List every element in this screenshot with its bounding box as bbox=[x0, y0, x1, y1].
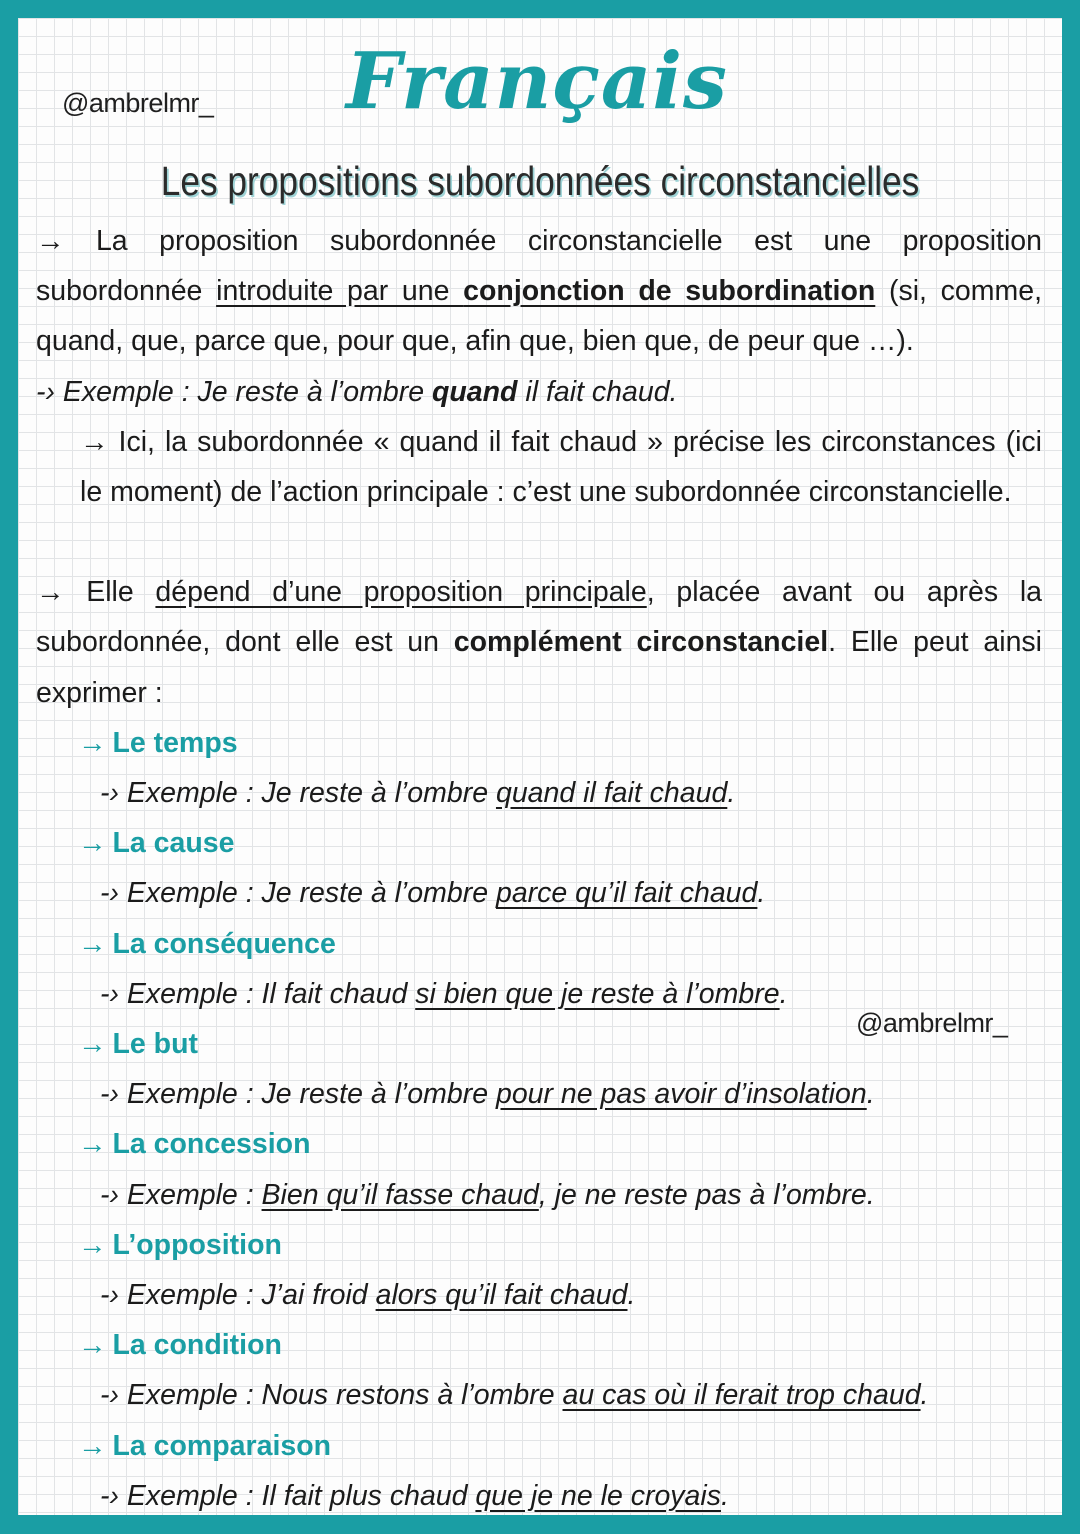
notebook-page bbox=[18, 18, 1062, 1515]
arrow-icon: → bbox=[80, 425, 109, 458]
arrow-icon: → bbox=[36, 225, 65, 257]
category-but: → Le but bbox=[78, 1028, 198, 1061]
category-comparaison: → La comparaison bbox=[78, 1429, 332, 1462]
category-condition: → La condition bbox=[78, 1329, 282, 1362]
example-but: -› Exemple : Je reste à l’ombre pour ne pas avoir d’insolation. bbox=[100, 1078, 875, 1111]
example-comparaison: -› Exemple : Il fait plus chaud que je ne le croyais. bbox=[100, 1479, 729, 1512]
example-concession: -› Exemple : Bien qu’il fasse chaud, je ne reste pas à l’ombre. bbox=[100, 1178, 875, 1211]
arrow-icon: → bbox=[78, 1128, 107, 1161]
second-paragraph: → Elle dépend d’une proposition principale, placée avant ou après la subordonnée, dont elle est un complément circonstanciel. Elle peut ainsi exprimer : bbox=[36, 576, 1043, 709]
page-subtitle: Les propositions subordonnées circonstancielles bbox=[160, 158, 920, 204]
category-list bbox=[36, 718, 1042, 1521]
arrow-icon: → bbox=[78, 1329, 107, 1362]
author-handle-watermark: @ambrelmr_ bbox=[856, 1008, 1008, 1038]
category-cause: → La cause bbox=[78, 827, 235, 860]
page-title: Français bbox=[346, 36, 728, 127]
example-opposition: -› Exemple : J’ai froid alors qu’il fait chaud. bbox=[100, 1279, 636, 1312]
example-temps: -› Exemple : Je reste à l’ombre quand il fait chaud. bbox=[100, 777, 736, 810]
underlined-text: introduite par une conjonction de subordination bbox=[216, 275, 876, 308]
arrow-icon: → bbox=[78, 1429, 107, 1462]
arrow-icon: → bbox=[78, 726, 107, 759]
arrow-icon: → bbox=[78, 1228, 107, 1261]
arrow-icon: → bbox=[78, 1028, 107, 1061]
category-consequence: → La conséquence bbox=[78, 927, 336, 960]
category-opposition: → L’opposition bbox=[78, 1228, 282, 1261]
category-concession: → La concession bbox=[78, 1128, 311, 1161]
intro-explanation: → Ici, la subordonnée « quand il fait chaud » précise les circonstances (ici le moment) de l’action principale : c’est une subordonnée circonstancielle. bbox=[80, 425, 1042, 509]
author-handle: @ambrelmr_ bbox=[62, 88, 214, 118]
arrow-icon: → bbox=[36, 576, 65, 609]
arrow-icon: → bbox=[78, 827, 107, 860]
example-condition: -› Exemple : Nous restons à l’ombre au cas où il ferait trop chaud. bbox=[100, 1379, 929, 1412]
category-temps: → Le temps bbox=[78, 726, 238, 759]
intro-example: -› Exemple : Je reste à l’ombre quand il fait chaud. bbox=[36, 375, 678, 408]
intro-paragraph: → La proposition subordonnée circonstancielle est une proposition subordonnée introduite par une conjonction de subordination (si, comme, quand, que, parce que, pour que, afin que, bien que, de peur que …). bbox=[36, 225, 1043, 358]
notes-content bbox=[36, 216, 1042, 1521]
arrow-icon: → bbox=[78, 927, 107, 960]
example-cause: -› Exemple : Je reste à l’ombre parce qu’il fait chaud. bbox=[100, 877, 766, 910]
example-consequence: -› Exemple : Il fait chaud si bien que je reste à l’ombre. bbox=[100, 977, 788, 1010]
